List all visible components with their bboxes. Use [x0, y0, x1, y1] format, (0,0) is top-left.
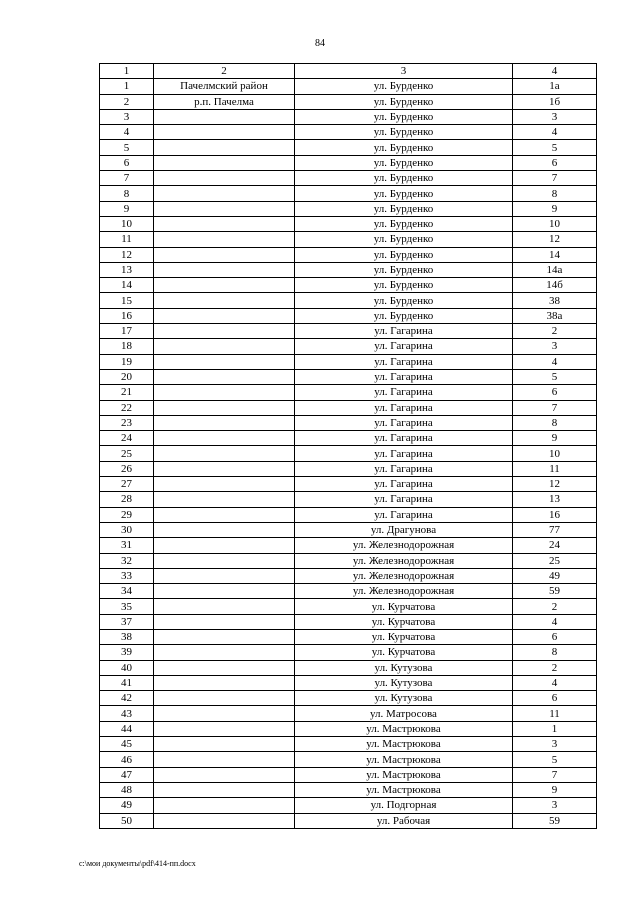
cell-house: 6	[513, 155, 597, 170]
cell-house: 4	[513, 614, 597, 629]
cell-house: 3	[513, 109, 597, 124]
cell-street: ул. Гагарина	[295, 324, 513, 339]
cell-street: ул. Курчатова	[295, 645, 513, 660]
cell-number: 5	[100, 140, 154, 155]
cell-street: ул. Гагарина	[295, 415, 513, 430]
cell-street: ул. Матросова	[295, 706, 513, 721]
cell-street: ул. Бурденко	[295, 125, 513, 140]
cell-locality	[154, 247, 295, 262]
cell-number: 3	[100, 109, 154, 124]
cell-locality	[154, 477, 295, 492]
cell-house: 59	[513, 584, 597, 599]
table-row	[100, 216, 597, 231]
cell-number: 34	[100, 584, 154, 599]
cell-street: ул. Драгунова	[295, 522, 513, 537]
table-row	[100, 201, 597, 216]
cell-number: 30	[100, 522, 154, 537]
cell-number: 23	[100, 415, 154, 430]
cell-house: 12	[513, 232, 597, 247]
cell-house: 77	[513, 522, 597, 537]
cell-locality	[154, 645, 295, 660]
cell-house: 2	[513, 660, 597, 675]
table-row	[100, 293, 597, 308]
cell-number: 46	[100, 752, 154, 767]
cell-street: ул. Бурденко	[295, 278, 513, 293]
table-row	[100, 767, 597, 782]
cell-locality	[154, 492, 295, 507]
cell-locality: Пачелмский район	[154, 79, 295, 94]
cell-number: 25	[100, 446, 154, 461]
table-row	[100, 522, 597, 537]
cell-house: 4	[513, 354, 597, 369]
cell-house: 7	[513, 767, 597, 782]
cell-street: ул. Мастрюкова	[295, 737, 513, 752]
cell-locality	[154, 216, 295, 231]
cell-house: 38а	[513, 308, 597, 323]
cell-street: ул. Железнодорожная	[295, 553, 513, 568]
cell-street: ул. Гагарина	[295, 431, 513, 446]
cell-locality	[154, 385, 295, 400]
cell-street: ул. Бурденко	[295, 293, 513, 308]
cell-locality	[154, 186, 295, 201]
cell-number: 28	[100, 492, 154, 507]
cell-locality	[154, 431, 295, 446]
cell-number: 2	[100, 94, 154, 109]
cell-street: ул. Бурденко	[295, 140, 513, 155]
cell-house: 10	[513, 446, 597, 461]
cell-street: ул. Бурденко	[295, 247, 513, 262]
cell-number: 18	[100, 339, 154, 354]
cell-house: 11	[513, 706, 597, 721]
cell-house: 5	[513, 752, 597, 767]
cell-number: 24	[100, 431, 154, 446]
cell-number: 8	[100, 186, 154, 201]
cell-house: 6	[513, 629, 597, 644]
cell-number: 33	[100, 568, 154, 583]
table-row	[100, 369, 597, 384]
cell-locality	[154, 262, 295, 277]
cell-house: 59	[513, 813, 597, 828]
cell-number: 4	[100, 125, 154, 140]
cell-house: 3	[513, 798, 597, 813]
cell-locality	[154, 109, 295, 124]
cell-street: ул. Курчатова	[295, 629, 513, 644]
table-row	[100, 171, 597, 186]
column-header-house: 4	[513, 64, 597, 79]
cell-number: 9	[100, 201, 154, 216]
cell-street: ул. Гагарина	[295, 477, 513, 492]
cell-house: 14б	[513, 278, 597, 293]
cell-locality	[154, 691, 295, 706]
cell-number: 50	[100, 813, 154, 828]
cell-house: 8	[513, 415, 597, 430]
cell-house: 4	[513, 675, 597, 690]
cell-house: 2	[513, 324, 597, 339]
table-row	[100, 109, 597, 124]
table-row	[100, 492, 597, 507]
cell-locality	[154, 599, 295, 614]
table-row	[100, 538, 597, 553]
cell-number: 31	[100, 538, 154, 553]
cell-street: ул. Рабочая	[295, 813, 513, 828]
cell-number: 1	[100, 79, 154, 94]
cell-street: ул. Бурденко	[295, 109, 513, 124]
cell-number: 21	[100, 385, 154, 400]
cell-house: 9	[513, 201, 597, 216]
cell-number: 38	[100, 629, 154, 644]
table-row	[100, 782, 597, 797]
cell-locality	[154, 293, 295, 308]
cell-street: ул. Мастрюкова	[295, 782, 513, 797]
table-row	[100, 431, 597, 446]
cell-street: ул. Подгорная	[295, 798, 513, 813]
cell-locality	[154, 308, 295, 323]
table-row	[100, 813, 597, 828]
cell-number: 27	[100, 477, 154, 492]
table-row	[100, 599, 597, 614]
cell-locality	[154, 400, 295, 415]
cell-number: 12	[100, 247, 154, 262]
cell-house: 9	[513, 431, 597, 446]
cell-house: 8	[513, 186, 597, 201]
cell-number: 10	[100, 216, 154, 231]
cell-house: 3	[513, 339, 597, 354]
cell-street: ул. Бурденко	[295, 232, 513, 247]
cell-number: 6	[100, 155, 154, 170]
table-row	[100, 568, 597, 583]
cell-locality	[154, 324, 295, 339]
cell-number: 29	[100, 507, 154, 522]
cell-street: ул. Гагарина	[295, 385, 513, 400]
cell-number: 32	[100, 553, 154, 568]
cell-locality	[154, 614, 295, 629]
table-row	[100, 660, 597, 675]
table-row	[100, 232, 597, 247]
cell-house: 1	[513, 721, 597, 736]
table-row	[100, 94, 597, 109]
cell-street: ул. Гагарина	[295, 339, 513, 354]
cell-house: 14а	[513, 262, 597, 277]
cell-house: 10	[513, 216, 597, 231]
cell-number: 37	[100, 614, 154, 629]
cell-house: 38	[513, 293, 597, 308]
address-table-body	[100, 79, 597, 829]
cell-street: ул. Бурденко	[295, 155, 513, 170]
cell-house: 1а	[513, 79, 597, 94]
table-row	[100, 553, 597, 568]
address-table-header	[100, 64, 597, 79]
cell-locality	[154, 675, 295, 690]
table-row	[100, 507, 597, 522]
address-table	[99, 63, 597, 829]
cell-locality	[154, 752, 295, 767]
cell-number: 14	[100, 278, 154, 293]
cell-street: ул. Кутузова	[295, 691, 513, 706]
cell-street: ул. Мастрюкова	[295, 752, 513, 767]
cell-number: 43	[100, 706, 154, 721]
cell-locality	[154, 171, 295, 186]
table-row	[100, 247, 597, 262]
cell-house: 24	[513, 538, 597, 553]
cell-street: ул. Бурденко	[295, 171, 513, 186]
cell-locality	[154, 660, 295, 675]
cell-street: ул. Мастрюкова	[295, 721, 513, 736]
table-row	[100, 645, 597, 660]
footer-file-path: c:\мои документы\pdf\414-пп.docx	[79, 859, 196, 868]
cell-locality	[154, 721, 295, 736]
cell-locality	[154, 522, 295, 537]
cell-house: 12	[513, 477, 597, 492]
table-row	[100, 629, 597, 644]
table-row	[100, 706, 597, 721]
header-row	[100, 64, 597, 79]
cell-locality	[154, 584, 295, 599]
cell-number: 20	[100, 369, 154, 384]
cell-number: 19	[100, 354, 154, 369]
cell-locality	[154, 339, 295, 354]
cell-street: ул. Бурденко	[295, 216, 513, 231]
cell-number: 41	[100, 675, 154, 690]
cell-locality	[154, 553, 295, 568]
cell-house: 3	[513, 737, 597, 752]
table-row	[100, 140, 597, 155]
cell-street: ул. Бурденко	[295, 79, 513, 94]
table-row	[100, 324, 597, 339]
cell-locality	[154, 354, 295, 369]
cell-house: 11	[513, 461, 597, 476]
cell-house: 13	[513, 492, 597, 507]
cell-house: 14	[513, 247, 597, 262]
cell-number: 47	[100, 767, 154, 782]
cell-number: 13	[100, 262, 154, 277]
cell-number: 45	[100, 737, 154, 752]
cell-number: 7	[100, 171, 154, 186]
cell-house: 6	[513, 691, 597, 706]
column-header-street: 3	[295, 64, 513, 79]
table-row	[100, 446, 597, 461]
table-row	[100, 400, 597, 415]
table-row	[100, 262, 597, 277]
cell-locality	[154, 798, 295, 813]
table-row	[100, 737, 597, 752]
table-row	[100, 354, 597, 369]
cell-house: 16	[513, 507, 597, 522]
cell-street: ул. Железнодорожная	[295, 538, 513, 553]
cell-locality	[154, 507, 295, 522]
cell-house: 25	[513, 553, 597, 568]
cell-street: ул. Бурденко	[295, 262, 513, 277]
table-row	[100, 278, 597, 293]
cell-number: 35	[100, 599, 154, 614]
table-row	[100, 155, 597, 170]
cell-locality: р.п. Пачелма	[154, 94, 295, 109]
page-number: 84	[315, 38, 325, 49]
table-row	[100, 752, 597, 767]
cell-number: 49	[100, 798, 154, 813]
table-row	[100, 614, 597, 629]
table-row	[100, 584, 597, 599]
cell-number: 44	[100, 721, 154, 736]
table-row	[100, 339, 597, 354]
cell-locality	[154, 538, 295, 553]
table-row	[100, 691, 597, 706]
cell-locality	[154, 201, 295, 216]
column-header-number: 1	[100, 64, 154, 79]
cell-locality	[154, 782, 295, 797]
cell-number: 22	[100, 400, 154, 415]
cell-street: ул. Курчатова	[295, 599, 513, 614]
cell-locality	[154, 461, 295, 476]
cell-house: 1б	[513, 94, 597, 109]
cell-locality	[154, 125, 295, 140]
cell-street: ул. Кутузова	[295, 660, 513, 675]
cell-locality	[154, 140, 295, 155]
cell-street: ул. Гагарина	[295, 400, 513, 415]
cell-house: 49	[513, 568, 597, 583]
cell-locality	[154, 568, 295, 583]
cell-locality	[154, 232, 295, 247]
cell-street: ул. Гагарина	[295, 492, 513, 507]
cell-locality	[154, 369, 295, 384]
cell-number: 16	[100, 308, 154, 323]
table-row	[100, 477, 597, 492]
cell-number: 11	[100, 232, 154, 247]
cell-street: ул. Гагарина	[295, 507, 513, 522]
cell-street: ул. Мастрюкова	[295, 767, 513, 782]
cell-street: ул. Гагарина	[295, 369, 513, 384]
cell-street: ул. Гагарина	[295, 461, 513, 476]
cell-locality	[154, 813, 295, 828]
cell-number: 48	[100, 782, 154, 797]
table-row	[100, 79, 597, 94]
cell-house: 7	[513, 171, 597, 186]
cell-number: 40	[100, 660, 154, 675]
cell-house: 9	[513, 782, 597, 797]
cell-street: ул. Бурденко	[295, 186, 513, 201]
column-header-locality: 2	[154, 64, 295, 79]
cell-number: 15	[100, 293, 154, 308]
cell-locality	[154, 278, 295, 293]
table-row	[100, 798, 597, 813]
table-row	[100, 385, 597, 400]
cell-number: 39	[100, 645, 154, 660]
table-row	[100, 461, 597, 476]
cell-house: 2	[513, 599, 597, 614]
cell-locality	[154, 446, 295, 461]
cell-house: 5	[513, 369, 597, 384]
cell-street: ул. Гагарина	[295, 354, 513, 369]
cell-street: ул. Железнодорожная	[295, 584, 513, 599]
cell-street: ул. Кутузова	[295, 675, 513, 690]
cell-locality	[154, 155, 295, 170]
cell-locality	[154, 737, 295, 752]
cell-street: ул. Бурденко	[295, 201, 513, 216]
cell-house: 4	[513, 125, 597, 140]
cell-house: 5	[513, 140, 597, 155]
table-row	[100, 308, 597, 323]
cell-locality	[154, 629, 295, 644]
cell-street: ул. Бурденко	[295, 308, 513, 323]
table-row	[100, 721, 597, 736]
cell-number: 26	[100, 461, 154, 476]
cell-house: 8	[513, 645, 597, 660]
cell-locality	[154, 767, 295, 782]
cell-street: ул. Железнодорожная	[295, 568, 513, 583]
cell-street: ул. Гагарина	[295, 446, 513, 461]
table-row	[100, 125, 597, 140]
cell-street: ул. Бурденко	[295, 94, 513, 109]
table-row	[100, 675, 597, 690]
cell-number: 42	[100, 691, 154, 706]
cell-house: 7	[513, 400, 597, 415]
cell-locality	[154, 415, 295, 430]
cell-street: ул. Курчатова	[295, 614, 513, 629]
table-row	[100, 415, 597, 430]
cell-locality	[154, 706, 295, 721]
table-row	[100, 186, 597, 201]
cell-number: 17	[100, 324, 154, 339]
cell-house: 6	[513, 385, 597, 400]
